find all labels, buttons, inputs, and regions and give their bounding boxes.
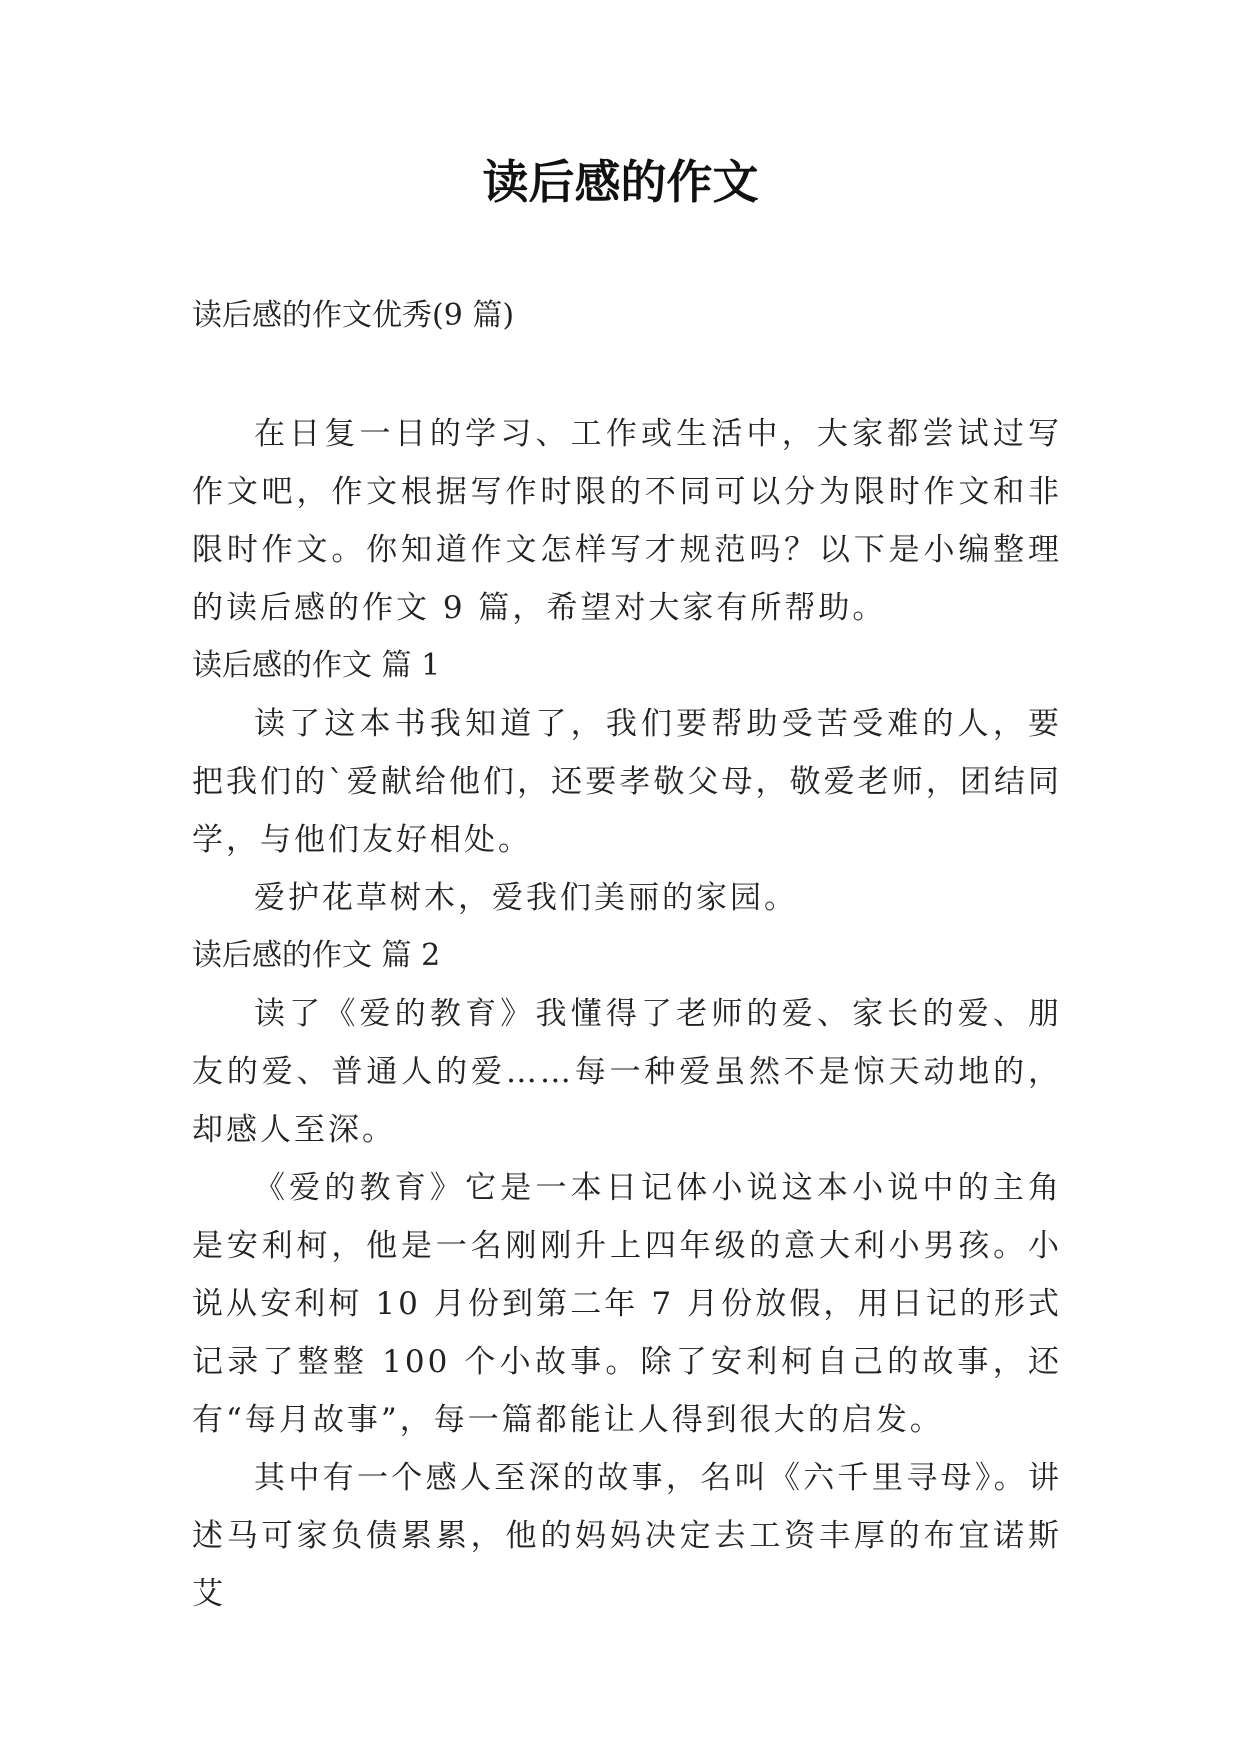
section-1-paragraph-1: 读了这本书我知道了，我们要帮助受苦受难的人，要把我们的`爱献给他们，还要孝敬父母，敬爱老师，团结同学，与他们友好相处。 [192, 706, 1062, 858]
intro-paragraph: 在日复一日的学习、工作或生活中，大家都尝试过写作文吧，作文根据写作时限的不同可以分为限时作文和非限时作文。你知道作文怎样写才规范吗？以下是小编整理的读后感的作文 9 篇，希望对大家有所帮助。 [192, 416, 1062, 626]
section-1-paragraph-2: 爱护花草树木，爱我们美丽的家园。 [254, 880, 798, 916]
page-title: 读后感的作文 [482, 155, 759, 209]
document-subtitle: 读后感的作文优秀(9 篇) [192, 298, 515, 333]
section-heading-2: 读后感的作文 篇 2 [192, 938, 441, 973]
document-body [192, 405, 1062, 1623]
section-heading-1: 读后感的作文 篇 1 [192, 648, 441, 683]
section-2-paragraph-3: 其中有一个感人至深的故事，名叫《六千里寻母》。讲述马可家负债累累，他的妈妈决定去工资丰厚的布宜诺斯艾 [192, 1460, 1062, 1612]
section-2-paragraph-2: 《爱的教育》它是一本日记体小说这本小说中的主角是安利柯，他是一名刚刚升上四年级的意大利小男孩。小说从安利柯 10 月份到第二年 7 月份放假，用日记的形式记录了整整 100 个小故事。除了安利柯自己的故事，还有“每月故事”，每一篇都能让人得到很大的启发。 [192, 1170, 1062, 1438]
section-2-paragraph-1: 读了《爱的教育》我懂得了老师的爱、家长的爱、朋友的爱、普通人的爱……每一种爱虽然不是惊天动地的，却感人至深。 [192, 996, 1062, 1148]
